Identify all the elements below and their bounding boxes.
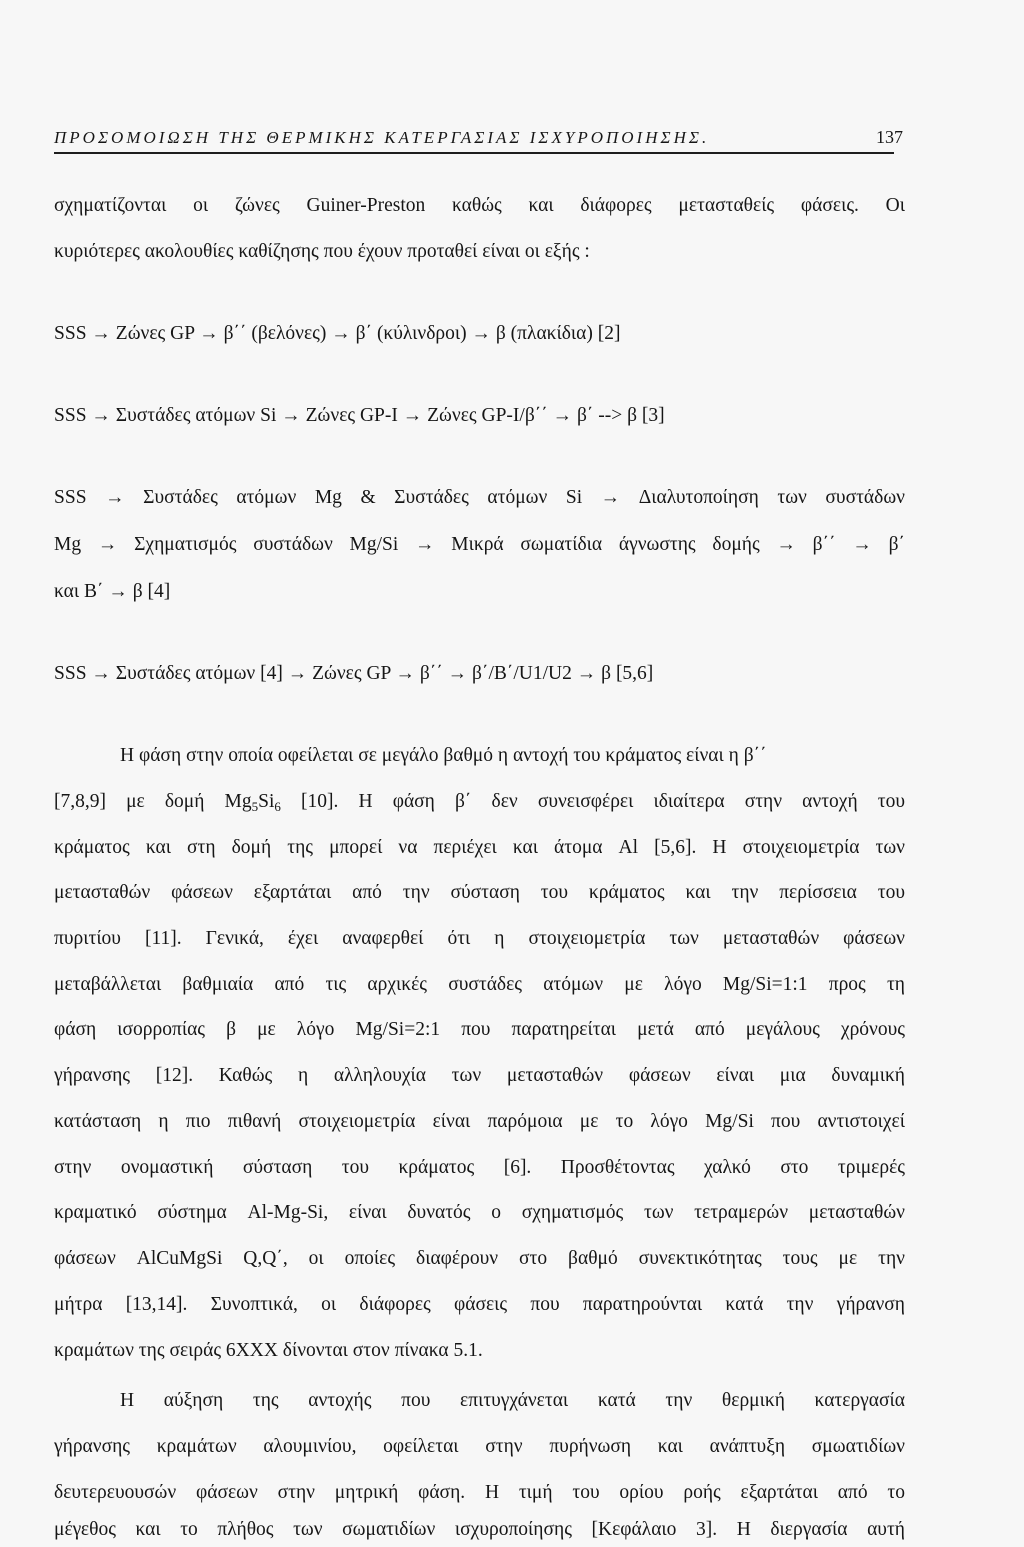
paragraph1-line-2 [54, 790, 905, 819]
paragraph1-line-6: μεταβάλλεται βαθμιαία από τις αρχικές συστάδες ατόμων με λόγο Mg/Si=1:1 προς τη [54, 974, 905, 995]
paragraph1-last-line: κραμάτων της σειράς 6XXX δίνονται στον πίνακα 5.1. [54, 1340, 483, 1361]
sequence-3-line-1: SSS → Συστάδες ατόμων Mg & Συστάδες ατόμων Si → Διαλυτοποίηση των συστάδων [54, 487, 905, 508]
paragraph2-line-4: μέγεθος και το πλήθος των σωματιδίων ισχυροποίησης [Κεφάλαιο 3]. Η διεργασία αυτή [54, 1519, 905, 1540]
sequence-3-line-2: Mg → Σχηματισμός συστάδων Mg/Si → Μικρά σωματίδια άγνωστης δομής → β΄΄ → β΄ [54, 534, 905, 555]
paragraph1-line-8: γήρανσης [12]. Καθώς η αλληλουχία των μετασταθών φάσεων είναι μια δυναμική [54, 1065, 905, 1086]
sequence-3-line-3: και Β΄ → β [4] [54, 581, 171, 602]
paragraph1-line-1: Η φάση στην οποία οφείλεται σε μεγάλο βαθμό η αντοχή του κράματος είναι η β΄΄ [120, 745, 767, 766]
paragraph1-line-13: μήτρα [13,14]. Συνοπτικά, οι διάφορες φάσεις που παρατηρούνται κατά την γήρανση [54, 1294, 905, 1315]
sequence-4: SSS → Συστάδες ατόμων [4] → Ζώνες GP → β΄΄ → β΄/Β΄/U1/U2 → β [5,6] [54, 663, 654, 684]
sequence-2: SSS → Συστάδες ατόμων Si → Ζώνες GP-I → Ζώνες GP-I/β΄΄ → β΄ --> β [3] [54, 405, 665, 426]
subscript-6: 6 [274, 799, 281, 814]
paragraph1-line-5: πυριτίου [11]. Γενικά, έχει αναφερθεί ότι η στοιχειομετρία των μετασταθών φάσεων [54, 928, 905, 949]
paragraph1-line-11: κραματικό σύστημα Al-Mg-Si, είναι δυνατός ο σχηματισμός των τετραμερών μετασταθών [54, 1202, 905, 1223]
running-title: ΠΡΟΣΟΜΟΙΩΣΗ ΤΗΣ ΘΕΡΜΙΚΗΣ ΚΑΤΕΡΓΑΣΙΑΣ ΙΣΧΥΡΟΠΟΙΗΣΗΣ. [54, 128, 710, 147]
header-rule [54, 152, 894, 154]
paragraph1-line-9: κατάσταση η πιο πιθανή στοιχειομετρία είναι παρόμοια με το λόγο Mg/Si που αντιστοιχεί [54, 1111, 905, 1132]
running-header [54, 128, 898, 148]
paragraph1-line-2-si: Si [258, 791, 275, 812]
paragraph2-line-3: δευτερευουσών φάσεων στην μητρική φάση. Η τιμή του ορίου ροής εξαρτάται από το [54, 1482, 905, 1503]
paragraph1-line-7: φάση ισορροπίας β με λόγο Mg/Si=2:1 που παρατηρείται μετά από μεγάλους χρόνους [54, 1019, 905, 1040]
intro-line-2: κυριότερες ακολουθίες καθίζησης που έχουν προταθεί είναι οι εξής : [54, 241, 590, 262]
sequence-1: SSS → Ζώνες GP → β΄΄ (βελόνες) → β΄ (κύλινδροι) → β (πλακίδια) [2] [54, 323, 621, 344]
paragraph1-line-10: στην ονομαστική σύσταση του κράματος [6]. Προσθέτοντας χαλκό στο τριμερές [54, 1157, 905, 1178]
paragraph1-line-12: φάσεων AlCuMgSi Q,Q΄, οι οποίες διαφέρουν στο βαθμό συνεκτικότητας τους με την [54, 1248, 905, 1269]
page-number: 137 [876, 127, 903, 147]
paragraph1-line-3: κράματος και στη δομή της μπορεί να περιέχει και άτομα Al [5,6]. Η στοιχειομετρία των [54, 837, 905, 858]
subscript-5: 5 [251, 799, 259, 814]
paragraph1-line-2-end: [10]. Η φάση β΄ δεν συνεισφέρει ιδιαίτερα στην αντοχή του [280, 791, 906, 812]
paragraph1-line-4: μετασταθών φάσεων εξαρτάται από την σύσταση του κράματος και την περίσσεια του [54, 882, 905, 903]
paragraph2-line-2: γήρανσης κραμάτων αλουμινίου, οφείλεται στην πυρήνωση και ανάπτυξη σμωατιδίων [54, 1436, 905, 1457]
paragraph1-line-2-start: [7,8,9] με δομή Mg [54, 791, 252, 812]
paragraph2-line-1: Η αύξηση της αντοχής που επιτυγχάνεται κατά την θερμική κατεργασία [120, 1390, 905, 1411]
intro-line-1: σχηματίζονται οι ζώνες Guiner-Preston καθώς και διάφορες μετασταθείς φάσεις. Οι [54, 195, 905, 216]
